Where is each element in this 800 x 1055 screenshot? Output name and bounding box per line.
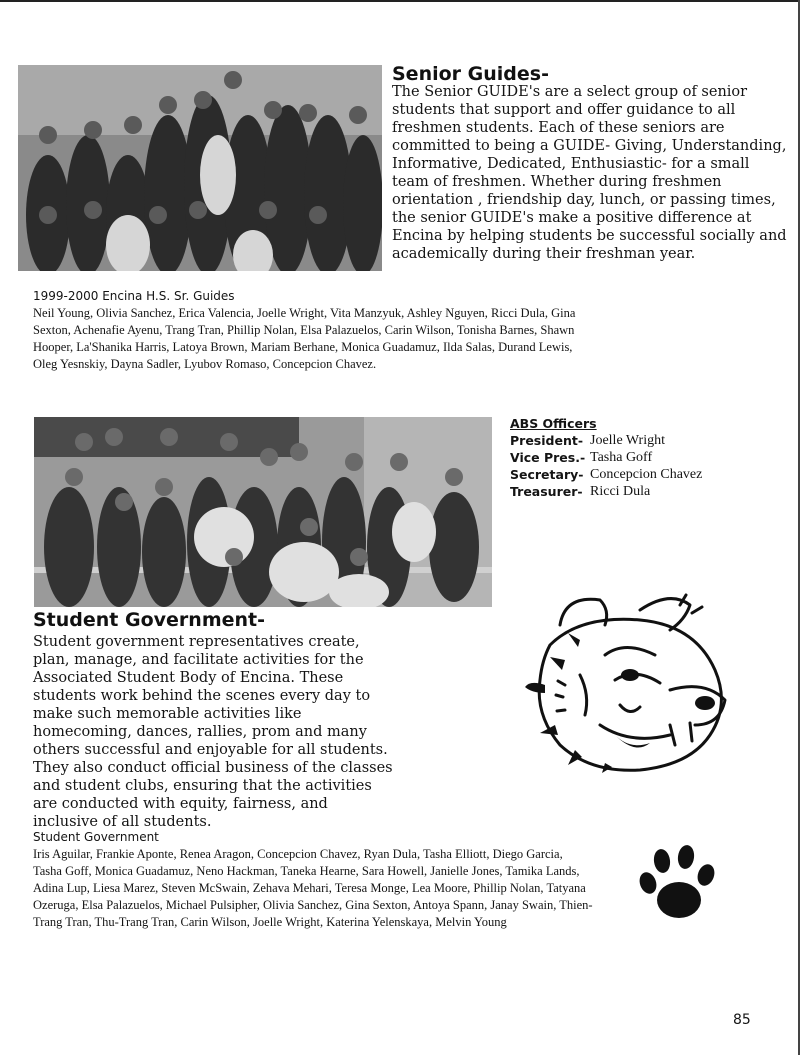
officer-row	[510, 466, 770, 483]
student-government-caption-title: Student Government	[33, 830, 159, 844]
top-border	[0, 0, 800, 2]
student-government-caption	[33, 829, 593, 931]
paw-print-icon	[634, 845, 716, 927]
abs-officers-title: ABS Officers	[510, 416, 597, 431]
page-number: 85	[733, 1012, 751, 1028]
bulldog-icon	[520, 585, 735, 775]
officer-row	[510, 449, 770, 466]
officer-role: Vice Pres.-	[510, 450, 586, 465]
student-government-description: Student government representatives create, plan, manage, and facilitate activities for the Associated Student Body of Encina. These students work behind the scenes every day to make such memorable activities like homecoming, dances, rallies, prom and many others successful and enjoyable for all students. They also conduct official business of the classes and student clubs, ensuring that the activities are conducted with equity, fairness, and inclusive of all students.	[33, 634, 393, 830]
student-government-heading: Student Government-	[33, 609, 265, 631]
senior-guides-description: The Senior GUIDE's are a select group of senior students that support and offer guidance to all freshmen students. Each of these seniors are committed to being a GUIDE- Giving, Understanding, Informative, Dedicated, Enthusiastic- for a small team of freshmen. Whether during freshmen orientation , friendship day, lunch, or passing times, the senior GUIDE's make a positive difference at Encina by helping students be successful socially and academically during their freshman year.	[392, 84, 787, 262]
officer-role: Secretary-	[510, 467, 584, 482]
officer-row	[510, 483, 770, 500]
student-government-photo	[34, 417, 492, 607]
senior-guides-photo	[18, 65, 382, 271]
officer-name: Tasha Goff	[590, 450, 653, 465]
senior-guides-heading: Senior Guides-	[392, 63, 549, 85]
officer-name: Joelle Wright	[590, 433, 665, 448]
senior-guides-caption-names: Neil Young, Olivia Sanchez, Erica Valencia, Joelle Wright, Vita Manzyuk, Ashley Nguyen, Ricci Dula, Gina Sexton, Achenafie Ayenu, Trang Tran, Phillip Nolan, Elsa Palazuelos, Carin Wilson, Tonisha Barnes, Shawn Hooper, La'Shanika Harris, Latoya Brown, Mariam Berhane, Monica Guadamuz, Ilda Salas, Durand Lewis, Oleg Yesnskiy, Dayna Sadler, Lyubov Romaso, Concepcion Chavez.	[33, 306, 576, 371]
officer-name: Ricci Dula	[590, 484, 651, 499]
abs-officers-list	[510, 415, 770, 500]
officer-role: Treasurer-	[510, 484, 583, 499]
officer-role: President-	[510, 433, 584, 448]
senior-guides-caption-title: 1999-2000 Encina H.S. Sr. Guides	[33, 289, 235, 303]
senior-guides-caption	[33, 288, 593, 373]
officer-row	[510, 432, 770, 449]
student-government-caption-names: Iris Aguilar, Frankie Aponte, Renea Aragon, Concepcion Chavez, Ryan Dula, Tasha Elliott, Diego Garcia, Tasha Goff, Monica Guadamuz, Neno Hackman, Taneka Hearne, Sara Howell, Janielle Jones, Tamika Lands, Adina Lup, Liesa Marez, Steven McSwain, Zehava Mehari, Teresa Monge, Lea Moore, Phillip Nolan, Tatyana Ozeruga, Elsa Palazuelos, Michael Pulsipher, Olivia Sanchez, Gina Sexton, Antoya Spann, Janay Swain, Thien-Trang Tran, Thu-Trang Tran, Carin Wilson, Joelle Wright, Katerina Yelenskaya, Melvin Young	[33, 847, 593, 929]
officer-name: Concepcion Chavez	[590, 467, 703, 482]
